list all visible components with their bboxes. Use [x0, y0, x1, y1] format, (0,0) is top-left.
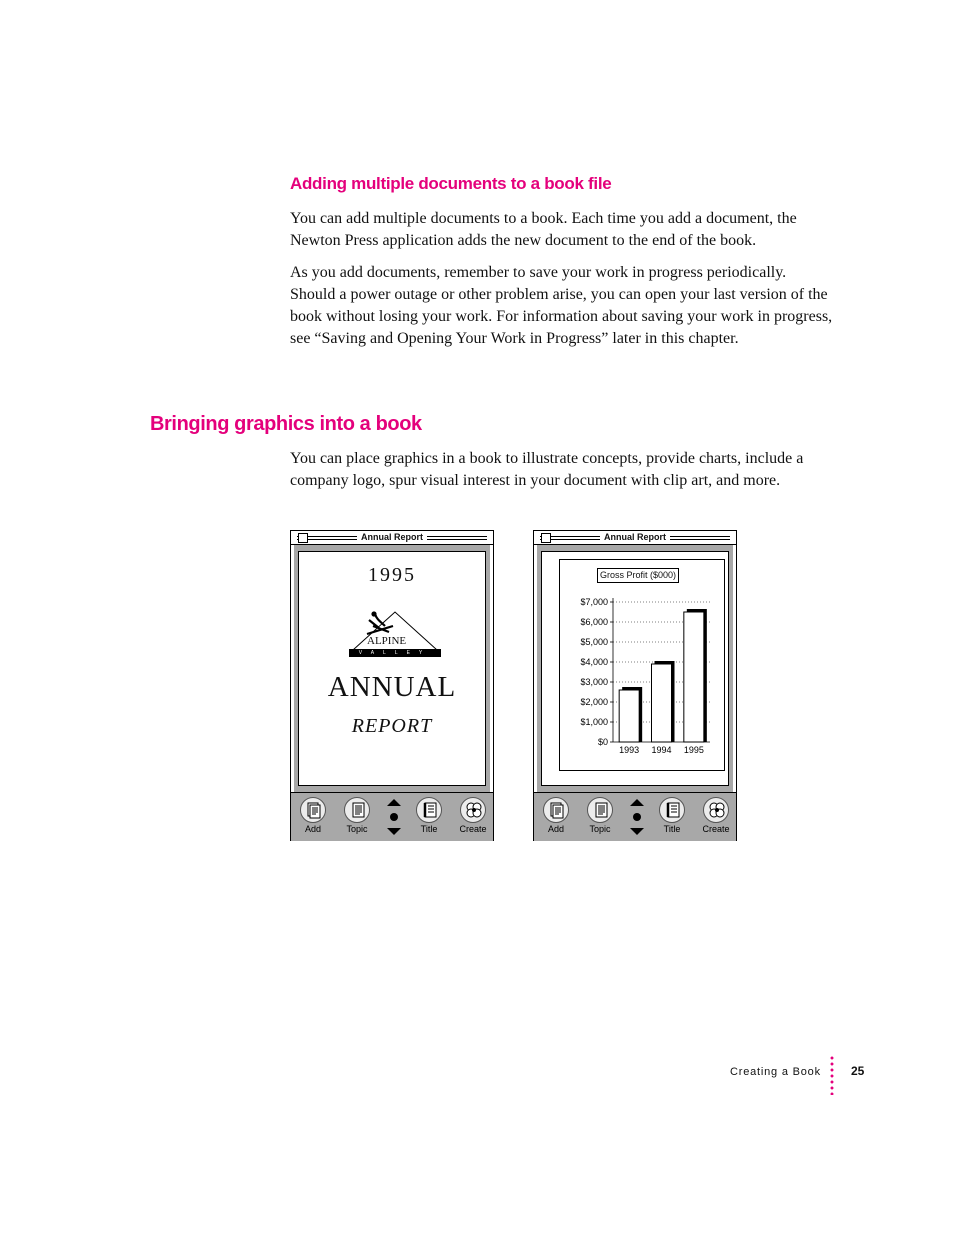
alpine-valley-logo — [349, 604, 441, 660]
create-label: Create — [459, 824, 487, 834]
section-heading: Bringing graphics into a book — [150, 413, 422, 435]
newton-screen-cover — [290, 530, 494, 841]
title-button[interactable] — [409, 797, 449, 834]
title-label: Title — [663, 824, 681, 834]
paragraph-save-progress: As you add documents, remember to save your work in progress periodically. Should a power outage or other problem arise, you can open your last version of the book without losing your work. For information about saving your work in progress, see “Saving and Opening Your Work in Progress” later in this chapter. — [290, 264, 833, 347]
scroll-arrows-icon — [628, 797, 646, 837]
title-icon — [416, 797, 442, 823]
topic-icon — [587, 797, 613, 823]
y-tick-label: $6,000 — [580, 617, 608, 627]
add-icon — [300, 797, 326, 823]
add-label: Add — [304, 824, 321, 834]
scroll-arrows-icon — [385, 797, 403, 837]
footer-section-name: Creating a Book — [730, 1066, 821, 1078]
add-button[interactable] — [293, 797, 333, 834]
button-bar — [534, 792, 736, 841]
window-titlebar — [291, 531, 493, 545]
bar — [619, 690, 639, 742]
window-title: Annual Report — [357, 532, 427, 543]
create-button[interactable] — [696, 797, 736, 834]
window-titlebar — [534, 531, 736, 545]
y-tick-label: $3,000 — [580, 677, 608, 687]
close-box[interactable] — [541, 533, 551, 543]
topic-button[interactable] — [337, 797, 377, 834]
y-tick-label: $1,000 — [580, 717, 608, 727]
create-label: Create — [702, 824, 730, 834]
bar — [684, 612, 704, 742]
topic-label: Topic — [589, 824, 611, 834]
newton-screen-chart — [533, 530, 737, 841]
y-tick-label: $7,000 — [580, 597, 608, 607]
gross-profit-chart — [560, 560, 724, 770]
footer-dot-rule — [830, 1055, 834, 1095]
y-tick-label: $0 — [597, 737, 608, 747]
subsection-heading: Adding multiple documents to a book file — [290, 174, 612, 193]
page-number: 25 — [851, 1064, 865, 1078]
bar — [652, 664, 672, 742]
create-icon — [703, 797, 729, 823]
cover-annual: ANNUAL — [327, 671, 457, 703]
x-tick-label: 1994 — [651, 745, 672, 755]
y-tick-label: $4,000 — [580, 657, 608, 667]
paragraph-add-documents: You can add multiple documents to a book. Each time you add a document, the Newton Press application adds the new document to the end of the book. — [290, 210, 797, 249]
x-tick-label: 1993 — [619, 745, 640, 755]
page-content — [298, 551, 486, 786]
add-icon — [543, 797, 569, 823]
page-frame — [537, 545, 733, 792]
paragraph-graphics: You can place graphics in a book to illustrate concepts, provide charts, include a company logo, spur visual interest in your document with clip art, and more. — [290, 450, 804, 489]
title-icon — [659, 797, 685, 823]
chart-box — [559, 559, 725, 771]
title-button[interactable] — [652, 797, 692, 834]
add-button[interactable] — [536, 797, 576, 834]
title-label: Title — [420, 824, 438, 834]
cover-year: 1995 — [368, 564, 416, 586]
button-bar — [291, 792, 493, 841]
x-tick-label: 1995 — [683, 745, 704, 755]
chart-title: Gross Profit ($000) — [597, 568, 679, 583]
scroll-arrows[interactable] — [385, 797, 403, 837]
cover-report: REPORT — [351, 715, 433, 737]
logo-subtitle: VALLEY — [349, 649, 441, 657]
close-box[interactable] — [298, 533, 308, 543]
topic-icon — [344, 797, 370, 823]
scroll-arrows[interactable] — [628, 797, 646, 837]
page-frame — [294, 545, 490, 792]
topic-label: Topic — [346, 824, 368, 834]
topic-button[interactable] — [580, 797, 620, 834]
y-tick-label: $5,000 — [580, 637, 608, 647]
page-content — [541, 551, 729, 786]
window-title: Annual Report — [600, 532, 670, 543]
create-icon — [460, 797, 486, 823]
y-tick-label: $2,000 — [580, 697, 608, 707]
logo-word: ALPINE — [367, 635, 407, 647]
add-label: Add — [547, 824, 564, 834]
create-button[interactable] — [453, 797, 493, 834]
